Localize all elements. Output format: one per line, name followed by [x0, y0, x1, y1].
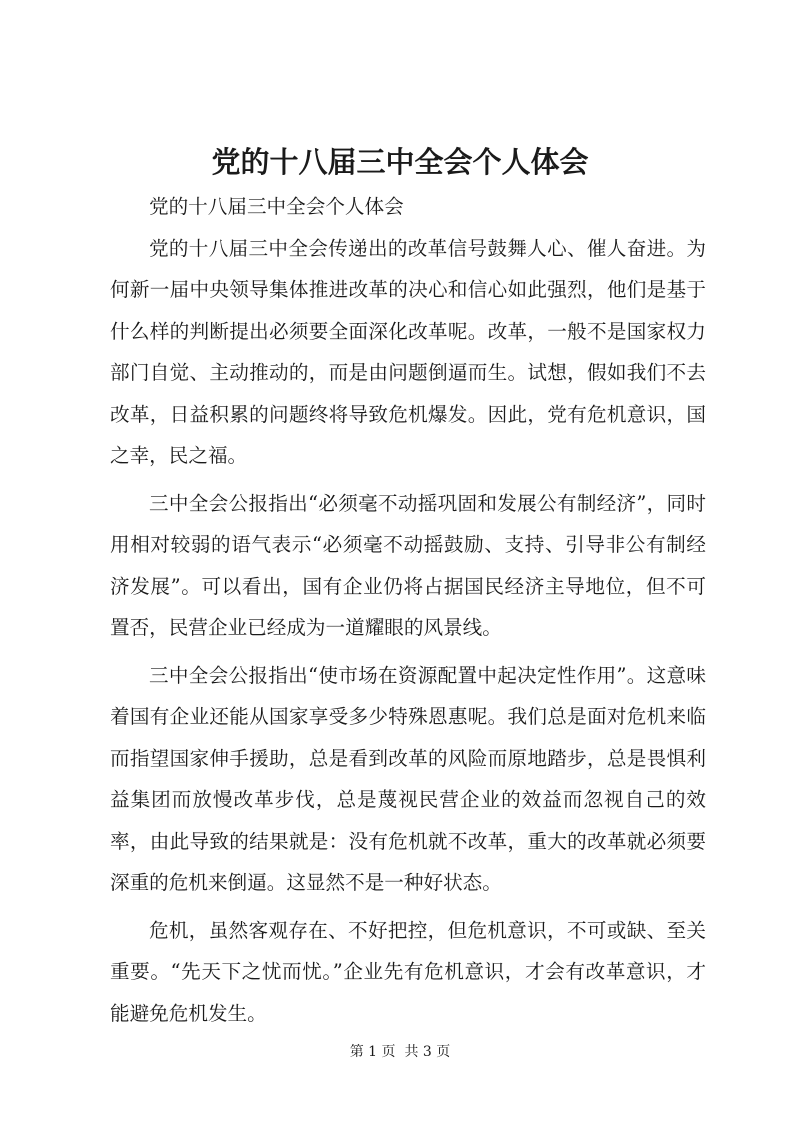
paragraph-subtitle: 党的十八届三中全会个人体会 — [149, 195, 404, 218]
paragraph-3: 三中全会公报指出“使市场在资源配置中起决定性作用”。这意味着国有企业还能从国家享受多少特殊恩惠呢。我们总是面对危机来临而指望国家伸手援助，总是看到改革的风险而原地踏步，总是畏惧利益集团而放慢改革步伐，总是蔑视民营企业的效益而忽视自己的效率，由此导致的结果就是：没有危机就不改革，重大的改革就必须要深重的危机来倒逼。这显然不是一种好状态。 — [110, 663, 706, 894]
document-body — [110, 186, 706, 1034]
paragraph-4: 危机，虽然客观存在、不好把控，但危机意识，不可或缺、至关重要。“先天下之忧而忧。”企业先有危机意识，才会有改革意识，才能避免危机发生。 — [110, 918, 706, 1025]
page-footer: 第 1 页 共 3 页 — [349, 1044, 451, 1060]
paragraph-1: 党的十八届三中全会传递出的改革信号鼓舞人心、催人奋进。为何新一届中央领导集体推进改革的决心和信心如此强烈，他们是基于什么样的判断提出必须要全面深化改革呢。改革，一般不是国家权力部门自觉、主动推动的，而是由问题倒逼而生。试想，假如我们不去改革，日益积累的问题终将导致危机爆发。因此，党有危机意识，国之幸，民之福。 — [110, 236, 706, 467]
document-title: 党的十八届三中全会个人体会 — [211, 145, 589, 179]
paragraph-2: 三中全会公报指出“必须毫不动摇巩固和发展公有制经济”，同时用相对较弱的语气表示“必须毫不动摇鼓励、支持、引导非公有制经济发展”。可以看出，国有企业仍将占据国民经济主导地位，但不可置否，民营企业已经成为一道耀眼的风景线。 — [110, 491, 706, 639]
